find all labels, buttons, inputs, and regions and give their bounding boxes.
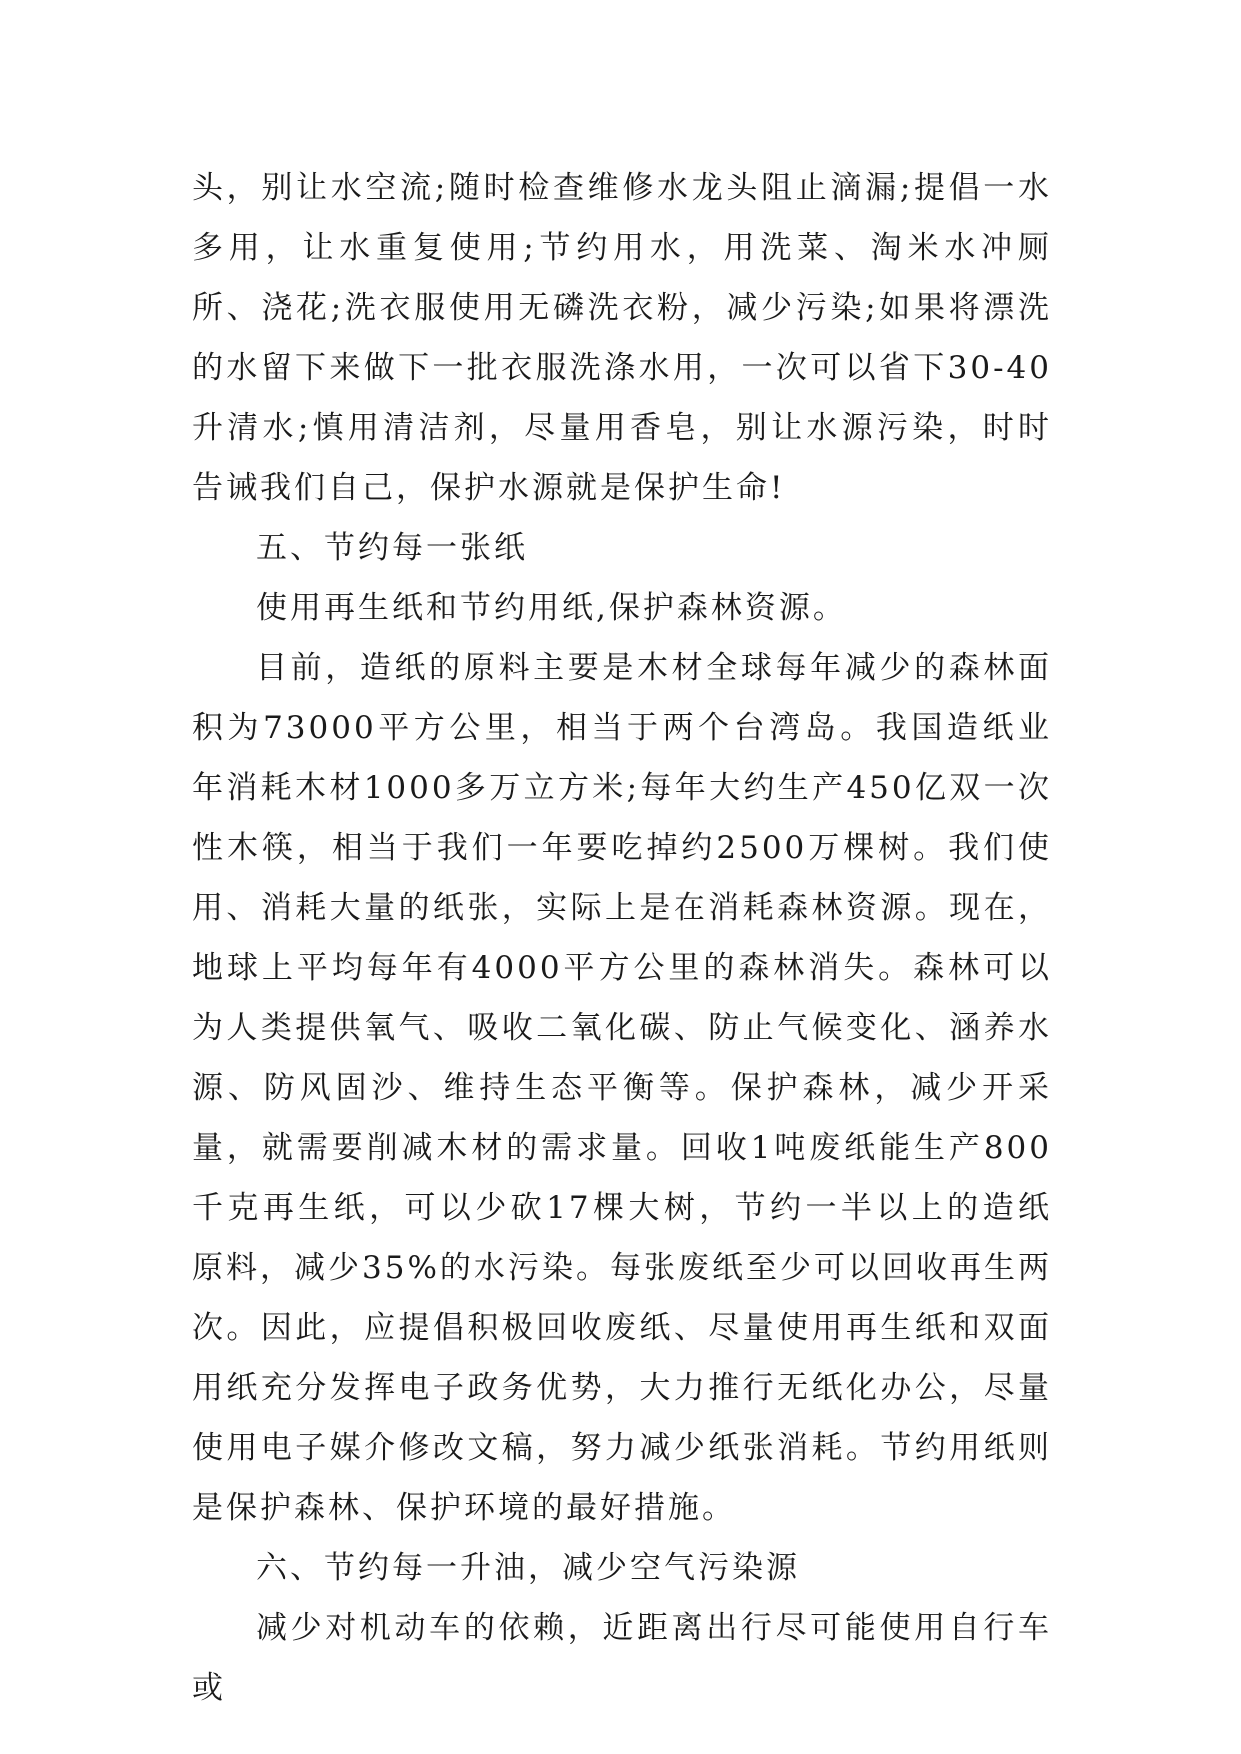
- paragraph-water-saving-continued: 头，别让水空流;随时检查维修水龙头阻止滴漏;提倡一水多用，让水重复使用;节约用水，用洗菜、淘米水冲厕所、浇花;洗衣服使用无磷洗衣粉，减少污染;如果将漂洗的水留下来做下一批衣服洗涤水用，一次可以省下30-40升清水;慎用清洁剂，尽量用香皂，别让水源污染，时时告诫我们自己，保护水源就是保护生命!: [192, 170, 1052, 506]
- paragraph-recycled-paper: 使用再生纸和节约用纸,保护森林资源。: [256, 590, 847, 626]
- section-heading-save-oil: 六、节约每一升油，减少空气污染源: [256, 1550, 800, 1586]
- paragraph-reduce-vehicles: 减少对机动车的依赖，近距离出行尽可能使用自行车或: [192, 1610, 1052, 1706]
- section-heading-save-paper: 五、节约每一张纸: [256, 530, 528, 566]
- document-body: [192, 158, 1052, 1718]
- paragraph-paper-forest-resources: 目前，造纸的原料主要是木材全球每年减少的森林面积为73000平方公里，相当于两个台湾岛。我国造纸业年消耗木材1000多万立方米;每年大约生产450亿双一次性木筷，相当于我们一年要吃掉约2500万棵树。我们使用、消耗大量的纸张，实际上是在消耗森林资源。现在，地球上平均每年有4000平方公里的森林消失。森林可以为人类提供氧气、吸收二氧化碳、防止气候变化、涵养水源、防风固沙、维持生态平衡等。保护森林，减少开采量，就需要削减木材的需求量。回收1吨废纸能生产800千克再生纸，可以少砍17棵大树，节约一半以上的造纸原料，减少35%的水污染。每张废纸至少可以回收再生两次。因此，应提倡积极回收废纸、尽量使用再生纸和双面用纸充分发挥电子政务优势，大力推行无纸化办公，尽量使用电子媒介修改文稿，努力减少纸张消耗。节约用纸则是保护森林、保护环境的最好措施。: [192, 650, 1052, 1526]
